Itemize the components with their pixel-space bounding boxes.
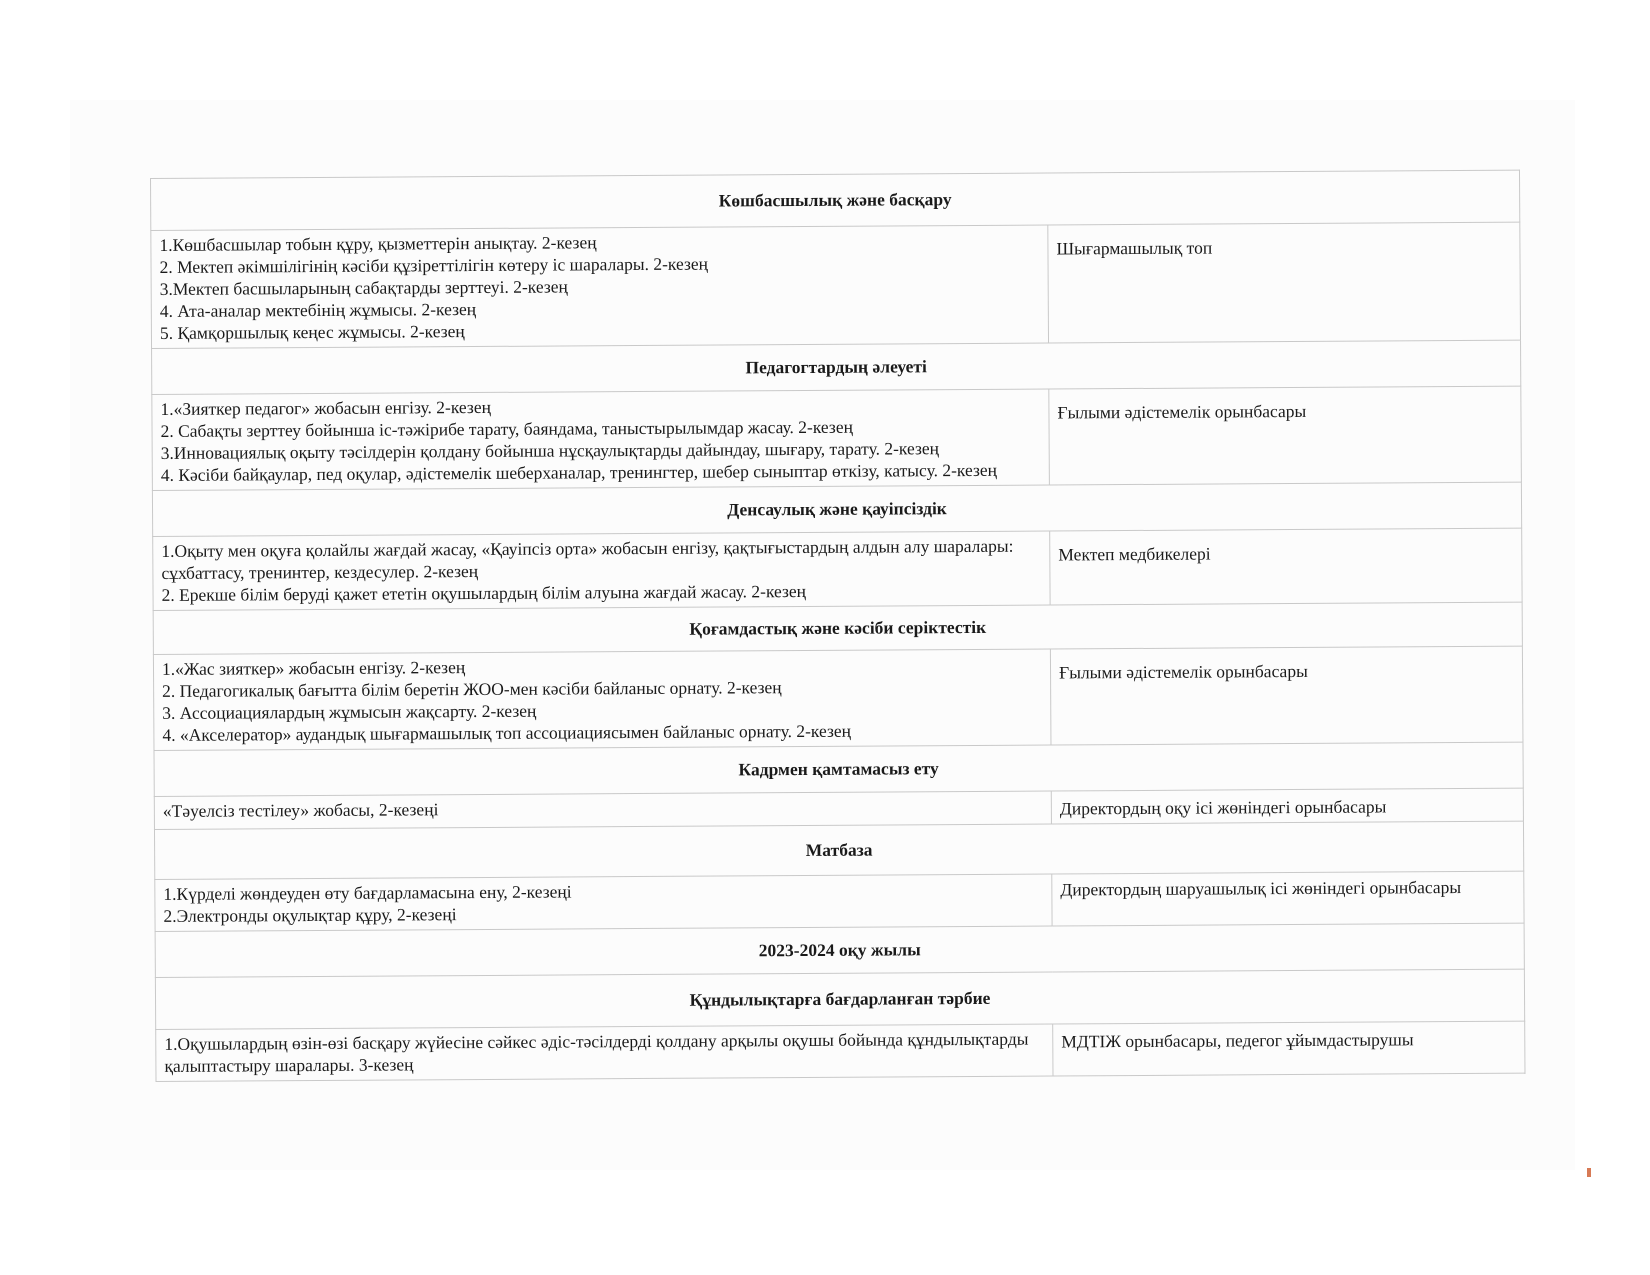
activity-item: 1.Оқыту мен оқуға қолайлы жағдай жасау, «Қауіпсіз орта» жобасын енгізу, қақтығыстардың алдын алу шаралары: сұхбаттасу, тренинтер, кездесулер. 2-кезең [161, 535, 1014, 583]
responsible-cell: Шығармашылық топ [1048, 222, 1521, 343]
activities-cell [153, 531, 1050, 610]
section-title: Матбаза [154, 821, 1523, 879]
responsible-cell: Директордың оқу ісі жөніндегі орынбасары [1051, 788, 1523, 824]
responsible-cell: Ғылыми әдістемелік орынбасары [1050, 646, 1523, 745]
section-header-row [152, 482, 1521, 536]
responsible-cell: МДТІЖ орынбасары, педегог ұйымдастырушы [1053, 1021, 1525, 1076]
table-row [152, 386, 1522, 490]
table-row [155, 871, 1524, 931]
responsible-cell: Ғылыми әдістемелік орынбасары [1049, 386, 1522, 485]
activity-item: 1.«Зияткер педагог» жобасын енгізу. 2-кезең [160, 396, 491, 419]
activity-item: 2.Электронды оқулықтар құру, 2-кезеңі [163, 904, 457, 926]
activities-cell [156, 1024, 1053, 1081]
year-heading: 2023-2024 оқу жылы [155, 923, 1524, 977]
activities-cell [151, 225, 1049, 348]
section-title: Педагогтардың әлеуеті [152, 340, 1521, 394]
section-title: Құндылықтарға бағдарланған тәрбие [155, 969, 1524, 1029]
activity-item: 4. Ата-аналар мектебінің жұмысы. 2-кезең [159, 299, 477, 321]
section-header-row [154, 821, 1523, 879]
activity-item: 1.Күрделі жөндеуден өту бағдарламасына ену, 2-кезеңі [163, 881, 572, 904]
table-row [153, 646, 1523, 750]
activity-item: 3.Мектеп басшыларының сабақтарды зерттеуі. 2-кезең [159, 276, 568, 299]
activity-item: 2. Педагогикалық бағытта білім беретін ЖОО-мен кәсіби байланыс орнату. 2-кезең [162, 677, 782, 701]
scan-mark [1587, 1168, 1591, 1177]
section-header-row [151, 170, 1520, 230]
activity-item: 5. Қамқоршылық кеңес жұмысы. 2-кезең [159, 321, 465, 343]
section-header-row [154, 742, 1523, 796]
activity-item: 2. Мектеп әкімшілігінің кәсіби құзіреттілігін көтеру іс шаралары. 2-кезең [159, 253, 709, 277]
table-row [153, 528, 1522, 610]
section-title: Денсаулық және қауіпсіздік [152, 482, 1521, 536]
activities-cell [153, 649, 1051, 750]
responsible-cell: Мектеп медбикелері [1050, 528, 1522, 605]
activity-item: 1.Көшбасшылар тобын құру, қызметтерін анықтау. 2-кезең [159, 232, 597, 255]
year-heading-row [155, 923, 1524, 977]
activities-cell [155, 874, 1052, 931]
activity-item: 1.«Жас зияткер» жобасын енгізу. 2-кезең [161, 657, 466, 679]
activity-item: 2. Сабақты зерттеу бойынша іс-тәжірибе тарату, баяндама, таныстырылымдар жасау. 2-кезең [160, 416, 853, 441]
responsible-cell: Директордың шаруашылық ісі жөніндегі орынбасары [1052, 871, 1524, 926]
activity-item: 3. Ассоциациялардың жұмысын жақсарту. 2-кезең [162, 700, 537, 723]
activity-item: 3.Инновациялық оқыту тәсілдерін қолдану бойынша нұсқаулықтарды дайындау, шығару, тарату. 2-кезең [160, 438, 940, 463]
activity-item: 4. Кәсіби байқаулар, пед оқулар, әдістемелік шеберханалар, тренингтер, шебер сыныптар өткізу, катысу. 2-кезең [160, 459, 998, 485]
action-plan-table [150, 170, 1525, 1082]
activity-item: «Тәуелсіз тестілеу» жобасы, 2-кезеңі [162, 799, 439, 821]
activities-cell [154, 791, 1051, 829]
section-title: Кадрмен қамтамасыз ету [154, 742, 1523, 796]
section-title: Көшбасшылық және басқару [151, 170, 1520, 230]
activity-item: 2. Ерекше білім беруді қажет ететін оқушылардың білім алуына жағдай жасау. 2-кезең [161, 581, 807, 605]
section-title: Қоғамдастық және кәсіби серіктестік [153, 602, 1522, 654]
table-row [151, 222, 1521, 348]
section-header-row [152, 340, 1521, 394]
table-row [156, 1021, 1525, 1081]
activity-item: 1.Оқушылардың өзін-өзі басқару жүйесіне сәйкес әдіс-тәсілдерді қолдану арқылы оқушы бойында құндылықтарды қалыптастыру шаралары. 3-кезең [164, 1028, 1029, 1076]
activity-item: 4. «Акселератор» аудандық шығармашылық топ ассоциациясымен байланыс орнату. 2-кезең [162, 720, 852, 745]
activities-cell [152, 389, 1050, 490]
section-header-row [155, 969, 1524, 1029]
